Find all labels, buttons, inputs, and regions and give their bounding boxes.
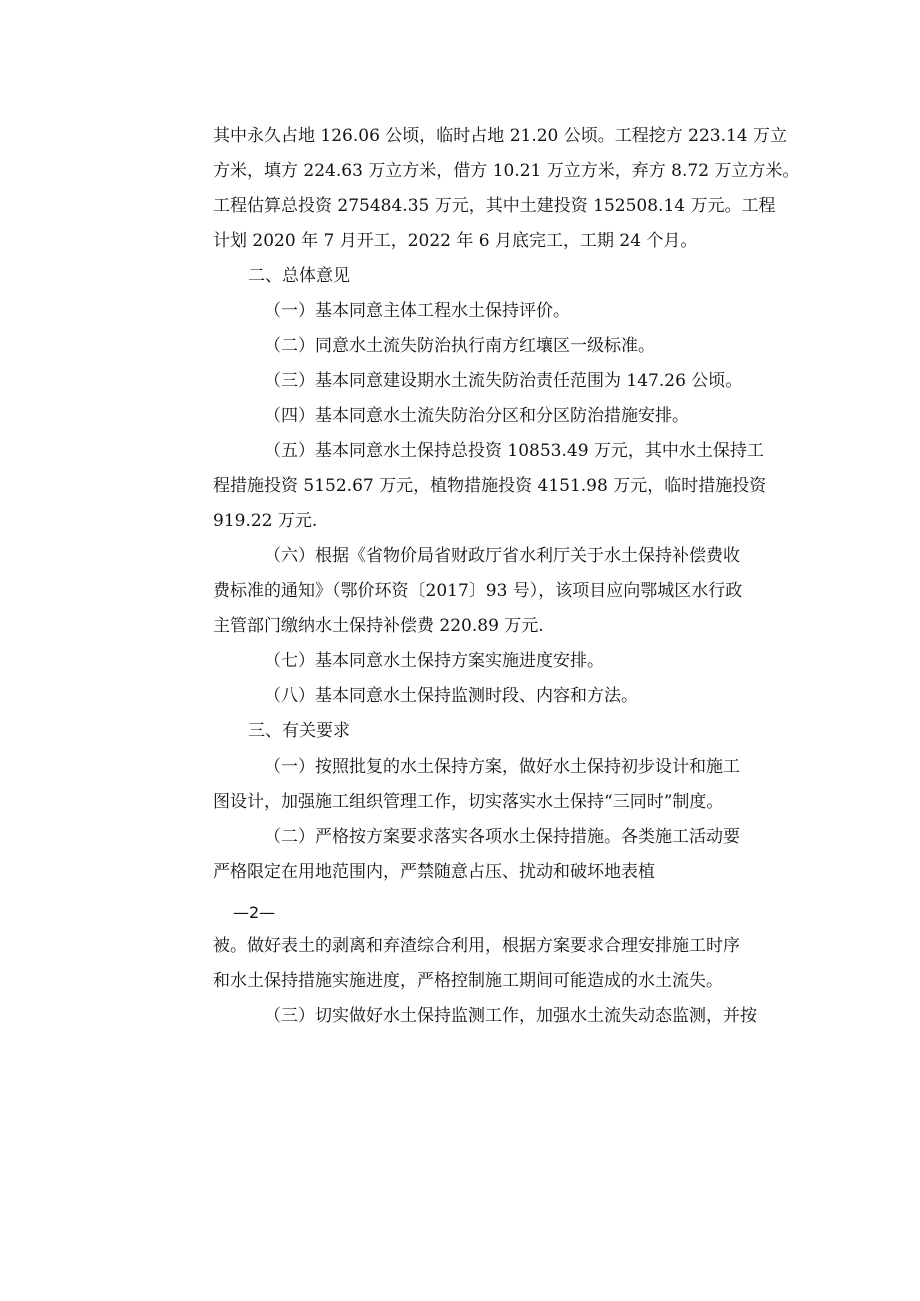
paragraph-line: （五）基本同意水土保持总投资 10853.49 万元，其中水土保持工 (264, 441, 764, 461)
paragraph-line: （三）切实做好水土保持监测工作，加强水土流失动态监测，并按 (264, 1006, 757, 1026)
paragraph-line: 工程估算总投资 275484.35 万元，其中土建投资 152508.14 万元。工程 (213, 196, 776, 216)
paragraph-line: 和水土保持措施实施进度，严格控制施工期间可能造成的水土流失。 (213, 971, 723, 991)
paragraph-line: （一）按照批复的水土保持方案，做好水土保持初步设计和施工 (264, 757, 740, 777)
paragraph-line: （八）基本同意水土保持监测时段、内容和方法。 (264, 686, 638, 706)
paragraph-line: 被。做好表土的剥离和弃渣综合利用，根据方案要求合理安排施工时序 (213, 936, 740, 956)
paragraph-line: 费标准的通知》（鄂价环资〔2017〕93 号），该项目应向鄂城区水行政 (213, 581, 743, 601)
paragraph-line: 计划 2020 年 7 月开工，2022 年 6 月底完工，工期 24 个月。 (213, 231, 698, 251)
paragraph-line: 主管部门缴纳水土保持补偿费 220.89 万元. (213, 616, 544, 636)
paragraph-line: 严格限定在用地范围内，严禁随意占压、扰动和破坏地表植 (213, 862, 655, 882)
paragraph-line: （二）严格按方案要求落实各项水土保持措施。各类施工活动要 (264, 827, 740, 847)
paragraph-line: 919.22 万元. (213, 511, 318, 531)
paragraph-line: 图设计，加强施工组织管理工作，切实落实水土保持“三同时”制度。 (213, 792, 724, 812)
section-heading: 二、总体意见 (248, 266, 350, 286)
paragraph-line: （一）基本同意主体工程水土保持评价。 (264, 301, 570, 321)
paragraph-line: （七）基本同意水土保持方案实施进度安排。 (264, 651, 604, 671)
paragraph-line: （六）根据《省物价局省财政厅省水利厅关于水土保持补偿费收 (264, 546, 740, 566)
paragraph-line: （二）同意水土流失防治执行南方红壤区一级标准。 (264, 336, 655, 356)
paragraph-line: （三）基本同意建设期水土流失防治责任范围为 147.26 公顷。 (264, 371, 743, 391)
page-number: —2— (233, 903, 276, 922)
paragraph-line: 其中永久占地 126.06 公顷，临时占地 21.20 公顷。工程挖方 223.14 万立 (213, 126, 788, 146)
paragraph-line: 方米，填方 224.63 万立方米，借方 10.21 万立方米，弃方 8.72 万立方米。 (213, 161, 800, 181)
paragraph-line: 程措施投资 5152.67 万元，植物措施投资 4151.98 万元，临时措施投资 (213, 476, 767, 496)
section-heading: 三、有关要求 (248, 721, 350, 741)
paragraph-line: （四）基本同意水土流失防治分区和分区防治措施安排。 (264, 406, 689, 426)
